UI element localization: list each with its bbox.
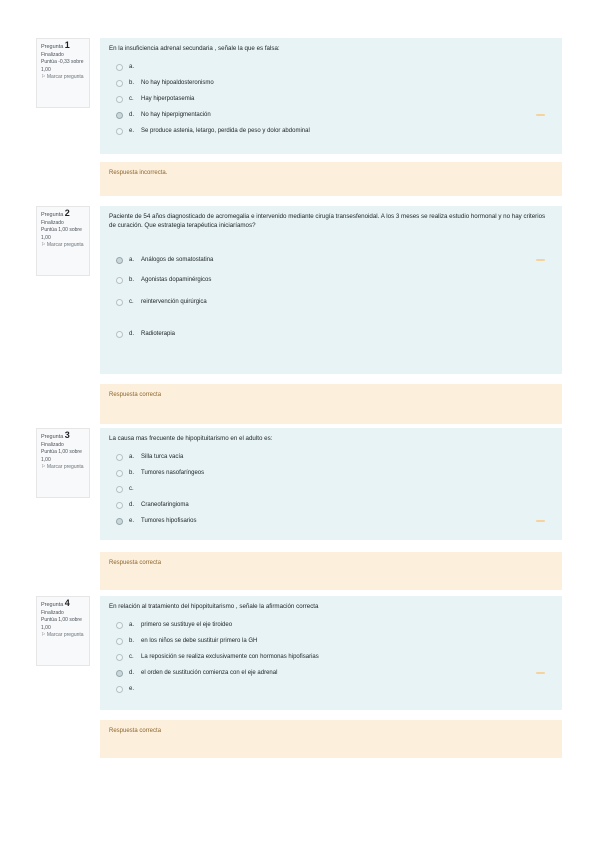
answer-feedback-icon	[536, 520, 545, 522]
answer-option[interactable]	[109, 290, 553, 314]
flag-label: Marcar pregunta	[46, 242, 84, 248]
feedback-box-3	[100, 552, 562, 590]
question-label: Pregunta	[41, 602, 64, 608]
answer-option[interactable]	[109, 314, 553, 354]
answer-text: Agonistas dopaminérgicos	[141, 277, 212, 283]
answer-option[interactable]	[109, 59, 553, 75]
answer-letter: a.	[129, 257, 135, 263]
answer-letter: d.	[129, 670, 135, 676]
question-score: Puntúa 1,00 sobre 1,00	[41, 449, 82, 463]
radio-button[interactable]	[116, 686, 123, 693]
answer-feedback-icon	[536, 672, 545, 674]
answer-text: en los niños se debe sustituir primero la GH	[141, 638, 258, 644]
answer-letter: a.	[129, 454, 135, 460]
flag-label: Marcar pregunta	[46, 632, 84, 638]
question-number: 1	[64, 40, 70, 50]
feedback-box-1	[100, 162, 562, 196]
answer-option[interactable]	[109, 123, 553, 139]
radio-button[interactable]	[116, 622, 123, 629]
answer-option[interactable]	[109, 449, 553, 465]
radio-button[interactable]	[116, 64, 123, 71]
question-info-3	[36, 428, 90, 498]
question-text: En relación al tratamiento del hipopituitarismo , señale la afirmación correcta	[109, 603, 319, 610]
question-info-2	[36, 206, 90, 276]
answer-letter: e.	[129, 128, 135, 134]
question-score: Puntúa 1,00 sobre 1,00	[41, 617, 82, 631]
flag-question-link[interactable]	[41, 242, 85, 250]
answer-text: el orden de sustitución comienza con el eje adrenal	[141, 670, 278, 676]
question-label: Pregunta	[41, 212, 64, 218]
answer-letter: c.	[129, 654, 134, 660]
answer-text: La reposición se realiza exclusivamente con hormonas hipofisarias	[141, 654, 319, 660]
question-state: Finalizado	[41, 441, 64, 448]
radio-button[interactable]	[116, 277, 123, 284]
question-number: 3	[64, 430, 70, 440]
answer-option[interactable]	[109, 250, 553, 270]
answer-text: reintervención quirúrgica	[141, 299, 207, 305]
answer-option[interactable]	[109, 513, 553, 529]
answer-feedback-icon	[536, 259, 545, 261]
radio-button[interactable]	[116, 486, 123, 493]
question-label: Pregunta	[41, 434, 64, 440]
question-number: 4	[64, 598, 70, 608]
question-text: En la insuficiencia adrenal secundaria , señale la que es falsa:	[109, 45, 280, 52]
answer-option[interactable]	[109, 617, 553, 633]
answer-text: No hay hipoaldosteronismo	[141, 80, 214, 86]
answer-option[interactable]	[109, 91, 553, 107]
answer-letter: c.	[129, 486, 134, 492]
answer-text: Silla turca vacía	[141, 454, 184, 460]
answer-letter: b.	[129, 470, 135, 476]
radio-button[interactable]	[116, 470, 123, 477]
radio-button-selected[interactable]	[116, 257, 123, 264]
answer-letter: e.	[129, 518, 135, 524]
answer-letter: b.	[129, 80, 135, 86]
question-state: Finalizado	[41, 219, 64, 226]
question-text: Paciente de 54 años diagnosticado de acromegalia e intervenido mediante cirugía transesfenoidal. A los 3 meses se realiza estudio hormonal y no hay criterios de curación. Que estrategia terapéutica iniciaríamos?	[109, 213, 546, 229]
flag-icon: ⚐	[41, 464, 46, 470]
question-state: Finalizado	[41, 51, 64, 58]
radio-button[interactable]	[116, 638, 123, 645]
answer-letter: d.	[129, 112, 135, 118]
answer-letter: a.	[129, 64, 135, 70]
answer-option[interactable]	[109, 481, 553, 497]
answer-letter: b.	[129, 277, 135, 283]
flag-question-link[interactable]	[41, 74, 85, 82]
question-score: Puntúa 1,00 sobre 1,00	[41, 227, 82, 241]
question-state: Finalizado	[41, 609, 64, 616]
answer-letter: c.	[129, 96, 134, 102]
answer-option[interactable]	[109, 75, 553, 91]
feedback-box-2	[100, 384, 562, 424]
answer-text: primero se sustituye el eje tiroideo	[141, 622, 233, 628]
feedback-text: Respuesta correcta	[109, 392, 162, 398]
question-info-1	[36, 38, 90, 108]
feedback-box-4	[100, 720, 562, 758]
question-number: 2	[64, 208, 70, 218]
flag-question-link[interactable]	[41, 632, 85, 640]
flag-icon: ⚐	[41, 632, 46, 638]
radio-button[interactable]	[116, 502, 123, 509]
flag-label: Marcar pregunta	[46, 74, 84, 80]
radio-button-selected[interactable]	[116, 112, 123, 119]
radio-button[interactable]	[116, 299, 123, 306]
question-text: La causa mas frecuente de hipopituitarismo en el adulto es:	[109, 435, 273, 442]
feedback-text: Respuesta incorrecta.	[109, 170, 168, 176]
radio-button[interactable]	[116, 80, 123, 87]
radio-button[interactable]	[116, 331, 123, 338]
radio-button[interactable]	[116, 96, 123, 103]
answer-text: Se produce astenia, letargo, perdida de peso y dolor abdominal	[141, 128, 310, 134]
question-score: Puntúa -0,33 sobre 1,00	[41, 59, 84, 73]
question-label: Pregunta	[41, 44, 64, 50]
question-content-3	[100, 428, 562, 540]
answer-letter: c.	[129, 299, 134, 305]
answer-letter: e.	[129, 686, 135, 692]
question-content-4	[100, 596, 562, 710]
answer-option[interactable]	[109, 497, 553, 513]
answer-text: Craneofaringioma	[141, 502, 189, 508]
feedback-text: Respuesta correcta	[109, 728, 162, 734]
flag-icon: ⚐	[41, 74, 46, 80]
flag-icon: ⚐	[41, 242, 46, 248]
flag-label: Marcar pregunta	[46, 464, 84, 470]
answer-option[interactable]	[109, 465, 553, 481]
answer-letter: d.	[129, 331, 135, 337]
radio-button[interactable]	[116, 654, 123, 661]
answer-option[interactable]	[109, 681, 553, 697]
answer-text: Tumores nasofaríngeos	[141, 470, 205, 476]
answer-letter: d.	[129, 502, 135, 508]
answer-letter: a.	[129, 622, 135, 628]
radio-button[interactable]	[116, 454, 123, 461]
answer-feedback-icon	[536, 114, 545, 116]
answer-option[interactable]	[109, 665, 553, 681]
answer-option[interactable]	[109, 649, 553, 665]
answer-option[interactable]	[109, 270, 553, 290]
answer-option[interactable]	[109, 107, 553, 123]
answer-text: No hay hiperpigmentación	[141, 112, 211, 118]
radio-button[interactable]	[116, 128, 123, 135]
answer-text: Radioterapia	[141, 331, 176, 337]
radio-button-selected[interactable]	[116, 670, 123, 677]
answer-text: Análogos de somatostatina	[141, 257, 214, 263]
answer-text: Hay hiperpotasemia	[141, 96, 195, 102]
question-content-1	[100, 38, 562, 154]
radio-button-selected[interactable]	[116, 518, 123, 525]
answer-option[interactable]	[109, 633, 553, 649]
answer-letter: b.	[129, 638, 135, 644]
answer-text: Tumores hipofisarios	[141, 518, 197, 524]
question-content-2	[100, 206, 562, 374]
question-info-4	[36, 596, 90, 666]
feedback-text: Respuesta correcta	[109, 560, 162, 566]
flag-question-link[interactable]	[41, 464, 85, 472]
